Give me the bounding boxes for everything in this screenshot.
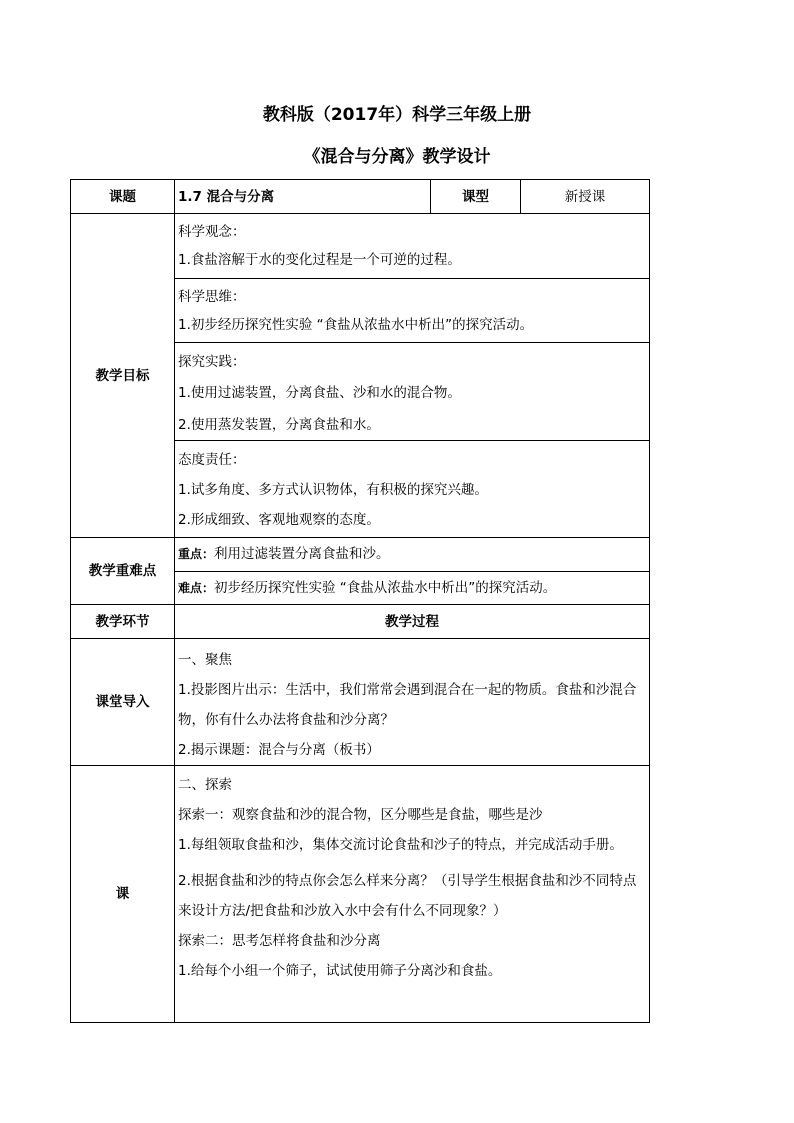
process-header: 教学过程 — [175, 605, 650, 639]
process-line: 探索一：观察食盐和沙的混合物，区分哪些是食盐，哪些是沙 — [178, 807, 543, 823]
difficult-point — [175, 571, 649, 604]
process-line: 一、聚焦 — [178, 652, 232, 668]
objective-item: 1.试多角度、多方式认识物体，有积极的探究兴趣。 — [178, 482, 488, 498]
key-points-row — [71, 538, 650, 605]
key-points-content — [175, 538, 650, 605]
intro-label: 课堂导入 — [71, 639, 175, 766]
process-line: 1.投影图片出示：生活中，我们常常会遇到混合在一起的物质。食盐和沙混合物，你有什么办法将食盐和沙分离？ — [178, 682, 637, 728]
objectives-content — [175, 214, 650, 538]
process-line: 1.每组领取食盐和沙，集体交流讨论食盐和沙子的特点，并完成活动手册。 — [178, 837, 623, 853]
type-value: 新授课 — [521, 180, 650, 214]
key-point — [175, 538, 649, 571]
stage-header: 教学环节 — [71, 605, 175, 639]
objectives-label: 教学目标 — [71, 214, 175, 538]
objective-heading: 探究实践： — [178, 354, 246, 370]
topic-label: 课题 — [71, 180, 175, 214]
objective-item: 1.初步经历探究性实验 “食盐从浓盐水中析出”的探究活动。 — [178, 317, 534, 333]
process-line: 二、探索 — [178, 777, 232, 793]
objective-item: 1.食盐溶解于水的变化过程是一个可逆的过程。 — [178, 252, 461, 268]
document-title: 教科版（2017年）科学三年级上册 — [262, 105, 532, 125]
difficult-point-label: 难点： — [178, 581, 215, 595]
process-line: 2.揭示课题：混合与分离（板书） — [178, 742, 380, 758]
lesson-label: 课 — [71, 766, 175, 1023]
objective-group — [175, 278, 649, 342]
topic-value: 1.7 混合与分离 — [175, 180, 431, 214]
intro-content — [175, 639, 650, 766]
lesson-row — [71, 766, 650, 1023]
section-header-row — [71, 605, 650, 639]
document-subtitle: 《混合与分离》教学设计 — [303, 147, 491, 167]
key-points-label: 教学重难点 — [71, 538, 175, 605]
process-line: 探索二：思考怎样将食盐和沙分离 — [178, 933, 381, 949]
objective-item: 1.使用过滤装置，分离食盐、沙和水的混合物。 — [178, 385, 461, 401]
process-line: 2.根据食盐和沙的特点你会怎么样来分离？（引导学生根据食盐和沙不同特点来设计方法/把食盐和沙放入水中会有什么不同现象？） — [178, 873, 637, 919]
objective-group — [175, 342, 649, 440]
objective-group — [175, 440, 649, 536]
objective-heading: 科学观念： — [178, 224, 246, 240]
objective-group — [175, 214, 649, 278]
difficult-point-text: 初步经历探究性实验 “食盐从浓盐水中析出”的探究活动。 — [214, 580, 557, 596]
lesson-content — [175, 766, 650, 1023]
intro-row — [71, 639, 650, 766]
objective-heading: 科学思维： — [178, 289, 246, 305]
key-point-label: 重点： — [178, 547, 215, 561]
objective-item: 2.形成细致、客观地观察的态度。 — [178, 512, 380, 528]
lesson-plan-table — [70, 179, 650, 1023]
objective-item: 2.使用蒸发装置，分离食盐和水。 — [178, 417, 380, 433]
process-line: 1.给每个小组一个筛子，试试使用筛子分离沙和食盐。 — [178, 963, 502, 979]
topic-row — [71, 180, 650, 214]
type-label: 课型 — [431, 180, 521, 214]
key-point-text: 利用过滤装置分离食盐和沙。 — [214, 546, 390, 562]
objective-heading: 态度责任： — [178, 452, 246, 468]
objectives-row — [71, 214, 650, 538]
